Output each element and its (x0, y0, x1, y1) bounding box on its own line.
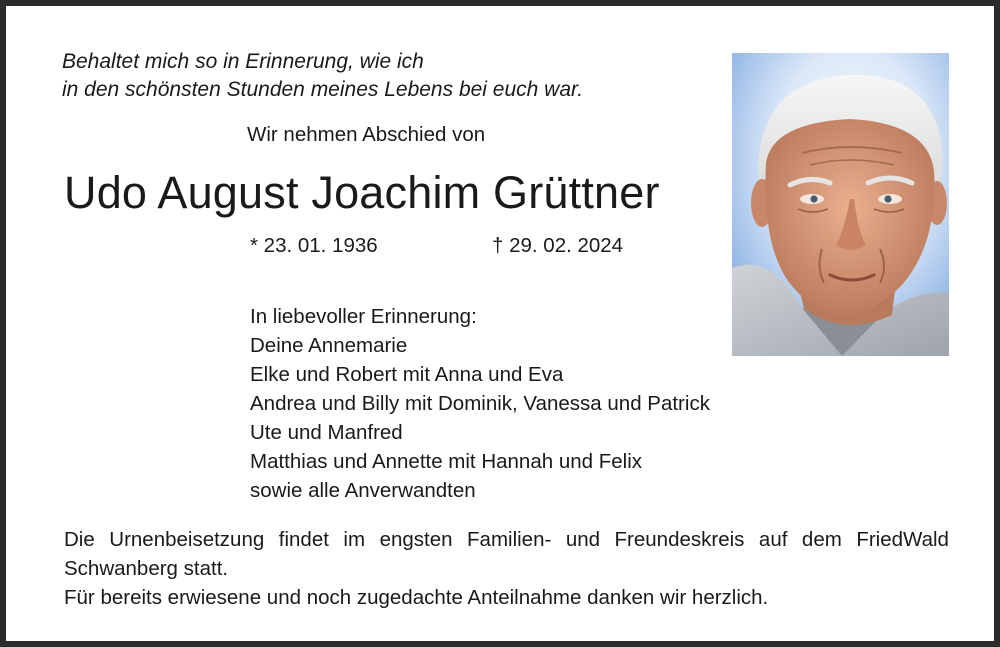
mourner-line: sowie alle Anverwandten (250, 479, 476, 502)
word: Freundeskreis (614, 528, 745, 551)
portrait-photo (732, 53, 949, 356)
deceased-name: Udo August Joachim Grüttner (64, 167, 660, 218)
mourner-line: Deine Annemarie (250, 334, 408, 357)
funeral-note-line-1 (64, 525, 949, 554)
word: engsten (379, 528, 453, 551)
memorial-quote-line-2: in den schönsten Stunden meines Lebens bei euch war. (62, 78, 584, 101)
mourners-list (250, 302, 710, 505)
word: Familien- (467, 528, 552, 551)
mourners-heading: In liebevoller Erinnerung: (250, 305, 477, 328)
word: FriedWald (856, 528, 949, 551)
thanks-line: Für bereits erwiesene und noch zugedachte Anteilnahme danken wir herzlich. (64, 586, 769, 609)
memorial-quote-line-1: Behaltet mich so in Erinnerung, wie ich (62, 50, 424, 73)
farewell-intro: Wir nehmen Abschied von (247, 123, 486, 146)
death-date: † 29. 02. 2024 (492, 234, 624, 257)
birth-date: * 23. 01. 1936 (250, 234, 378, 257)
memorial-quote (62, 48, 583, 104)
funeral-note-line-2: Schwanberg statt. (64, 557, 229, 580)
portrait-illustration (732, 53, 949, 356)
word: Urnenbeisetzung (109, 528, 265, 551)
word: im (343, 528, 366, 551)
mourner-line: Matthias und Annette mit Hannah und Felix (250, 450, 643, 473)
mourner-line: Andrea und Billy mit Dominik, Vanessa und Patrick (250, 392, 710, 415)
funeral-note (64, 525, 949, 612)
word: dem (801, 528, 842, 551)
word: findet (278, 528, 329, 551)
word: Die (64, 528, 95, 551)
word: auf (758, 528, 788, 551)
word: und (565, 528, 601, 551)
mourner-line: Elke und Robert mit Anna und Eva (250, 363, 564, 386)
mourner-line: Ute und Manfred (250, 421, 403, 444)
